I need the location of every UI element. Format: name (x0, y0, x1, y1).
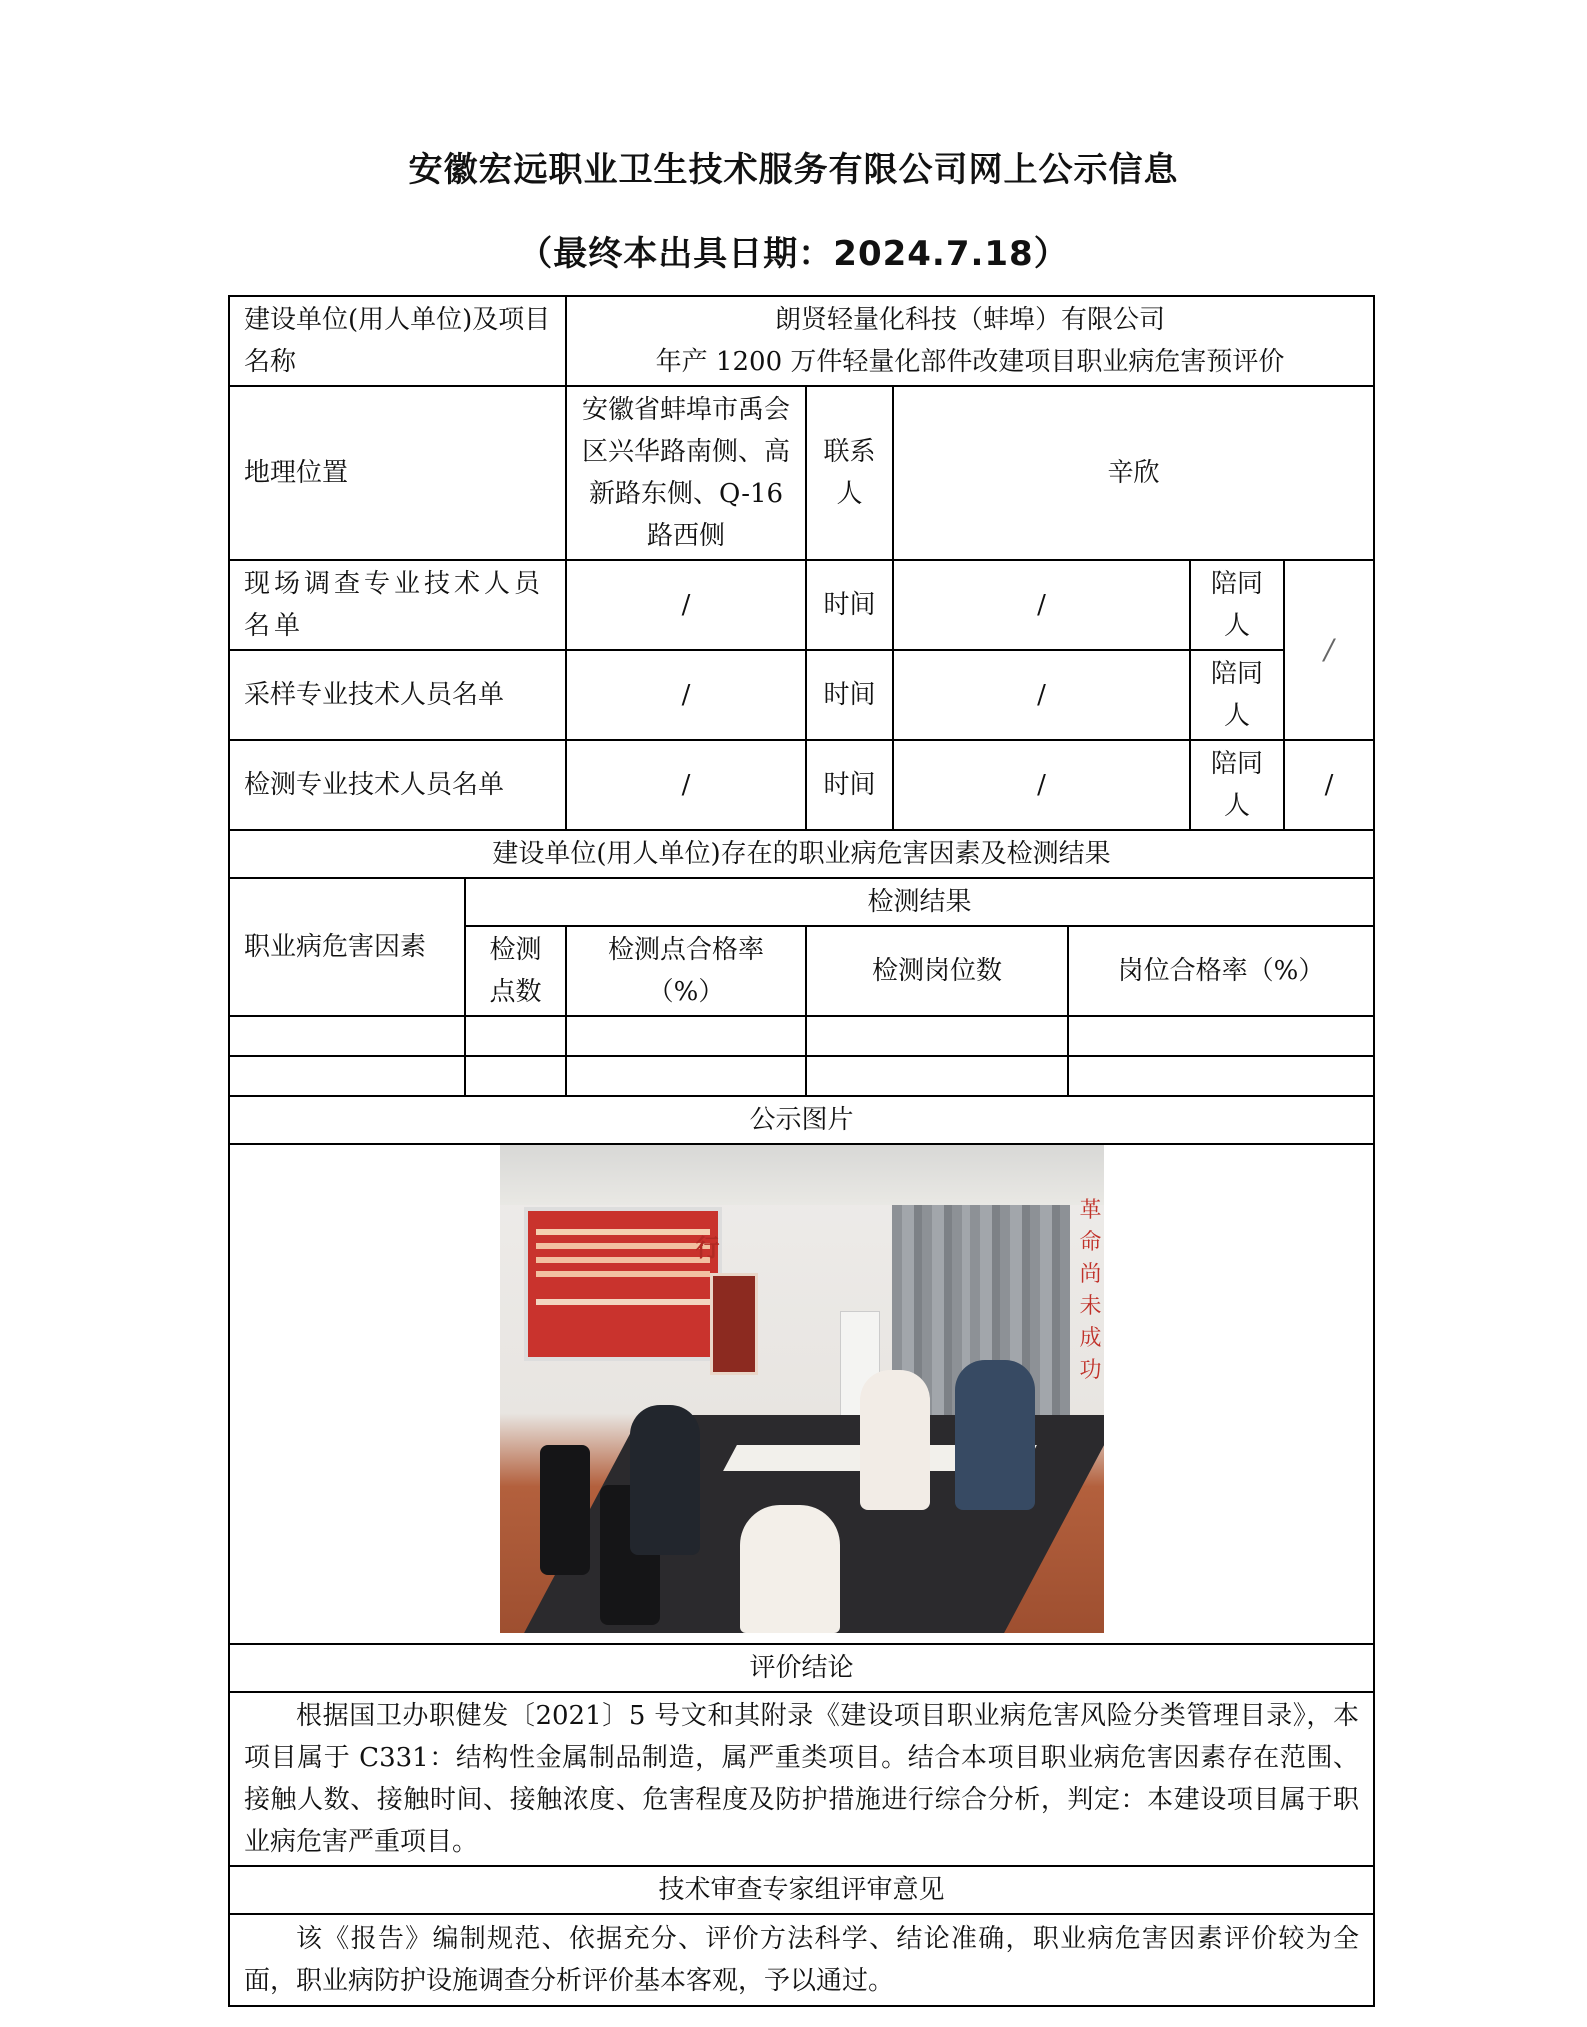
review-section-title: 技术审查专家组评审意见 (229, 1866, 1374, 1914)
location-address: 安徽省蚌埠市禹会区兴华路南侧、高新路东侧、Q-16 路西侧 (566, 386, 806, 560)
testing-time: / (893, 740, 1190, 830)
conclusion-section-row (229, 1644, 1374, 1692)
sampling-companion-label: 陪同人 (1190, 650, 1284, 740)
testing-time-label: 时间 (806, 740, 893, 830)
project-row (229, 296, 1374, 386)
photo-ceiling (500, 1145, 1104, 1205)
empty-cell (465, 1016, 566, 1056)
empty-cell (465, 1056, 566, 1096)
photo-cell (229, 1144, 1374, 1644)
photo-section-row (229, 1096, 1374, 1144)
empty-cell (566, 1016, 806, 1056)
contact-label: 联系人 (806, 386, 893, 560)
conclusion-text: 根据国卫办职健发〔2021〕5 号文和其附录《建设项目职业病危害风险分类管理目录》，本项目属于 C331：结构性金属制品制造，属严重类项目。结合本项目职业病危害因素存在范围、接触人数、接触时间、接触浓度、危害程度及防护措施进行综合分析，判定：本建设项目属于职业病危害严重项目。 (229, 1692, 1374, 1866)
photo-row (229, 1144, 1374, 1644)
location-label: 地理位置 (229, 386, 566, 560)
hazards-empty-row (229, 1056, 1374, 1096)
review-row (229, 1914, 1374, 2006)
sampling-label: 采样专业技术人员名单 (229, 650, 566, 740)
conclusion-section-title: 评价结论 (229, 1644, 1374, 1692)
testing-companion: / (1284, 740, 1374, 830)
photo-display-board (710, 1273, 758, 1375)
project-value (566, 296, 1374, 386)
empty-cell (806, 1016, 1068, 1056)
sampling-staff: / (566, 650, 806, 740)
results-label: 检测结果 (465, 878, 1374, 926)
review-section-row (229, 1866, 1374, 1914)
testing-label: 检测专业技术人员名单 (229, 740, 566, 830)
chair (540, 1445, 590, 1575)
wall-slogan: 革命尚未成功 (1079, 1198, 1102, 1383)
survey-time-label: 时间 (806, 560, 893, 650)
empty-cell (1068, 1056, 1374, 1096)
contact-name: 辛欣 (893, 386, 1374, 560)
info-table (228, 295, 1375, 2007)
projection-screen (524, 1207, 722, 1361)
empty-cell (806, 1056, 1068, 1096)
person (860, 1370, 930, 1510)
project-name: 年产 1200 万件轻量化部件改建项目职业病危害预评价 (655, 347, 1285, 377)
page-title: 安徽宏远职业卫生技术服务有限公司网上公示信息 (408, 150, 1179, 190)
survey-companion-label: 陪同人 (1190, 560, 1284, 650)
col-posts: 检测岗位数 (806, 926, 1068, 1016)
meeting-photo (500, 1145, 1104, 1633)
survey-label: 现场调查专业技术人员名单 (229, 560, 566, 650)
page-subtitle: （最终本出具日期：2024.7.18） (518, 234, 1069, 274)
survey-time: / (893, 560, 1190, 650)
review-text: 该《报告》编制规范、依据充分、评价方法科学、结论准确，职业病危害因素评价较为全面，职业病防护设施调查分析评价基本客观，予以通过。 (229, 1914, 1374, 2006)
survey-companion: / (1284, 560, 1374, 740)
location-row (229, 386, 1374, 560)
sampling-time-label: 时间 (806, 650, 893, 740)
survey-row (229, 560, 1374, 650)
person (740, 1505, 840, 1633)
empty-cell (229, 1016, 465, 1056)
survey-staff: / (566, 560, 806, 650)
hazards-section-title: 建设单位(用人单位)存在的职业病危害因素及检测结果 (229, 830, 1374, 878)
sampling-row (229, 650, 1374, 740)
col-points: 检测点数 (465, 926, 566, 1016)
person (955, 1360, 1035, 1510)
empty-cell (1068, 1016, 1374, 1056)
company-name: 朗贤轻量化科技（蚌埠）有限公司 (775, 305, 1166, 335)
empty-cell (229, 1056, 465, 1096)
hazards-empty-row (229, 1016, 1374, 1056)
testing-staff: / (566, 740, 806, 830)
empty-cell (566, 1056, 806, 1096)
photo-section-title: 公示图片 (229, 1096, 1374, 1144)
factor-label: 职业病危害因素 (229, 878, 465, 1016)
conclusion-row (229, 1692, 1374, 1866)
testing-row (229, 740, 1374, 830)
hazards-section-row (229, 830, 1374, 878)
col-point-rate: 检测点合格率（%） (566, 926, 806, 1016)
testing-companion-label: 陪同人 (1190, 740, 1284, 830)
hazards-header-row-1 (229, 878, 1374, 926)
sampling-time: / (893, 650, 1190, 740)
wall-banner-char: 行 (695, 1233, 720, 1262)
col-post-rate: 岗位合格率（%） (1068, 926, 1374, 1016)
person (630, 1405, 700, 1555)
project-label: 建设单位(用人单位)及项目名称 (229, 296, 566, 386)
screen-text-lines (536, 1229, 710, 1235)
